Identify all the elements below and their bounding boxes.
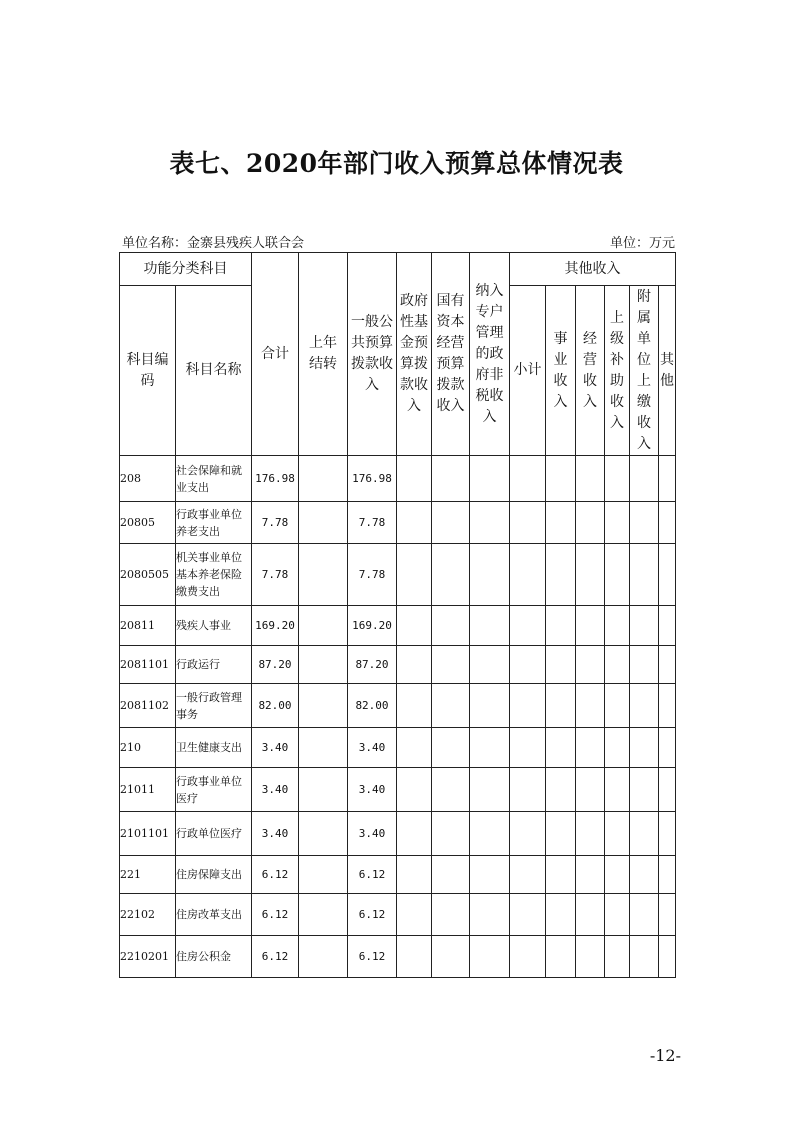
row-general: 6.12 [348,894,397,936]
budget-table [119,252,676,978]
table-row [120,646,676,684]
row-name: 行政单位医疗 [176,812,252,856]
row-name: 住房保障支出 [176,856,252,894]
table-row [120,684,676,728]
table-row [120,936,676,978]
row-total: 6.12 [252,936,299,978]
row-code: 20805 [120,502,176,544]
header-state-capital: 国有资本经营预算拨款收入 [432,253,470,456]
header-business: 事业收入 [546,286,576,456]
row-total: 7.78 [252,544,299,606]
row-code: 22102 [120,894,176,936]
row-code: 210 [120,728,176,768]
row-name: 一般行政管理事务 [176,684,252,728]
row-code: 2081101 [120,646,176,684]
unit-name-label: 单位名称：金寨县残疾人联合会 [122,236,305,251]
row-total: 169.20 [252,606,299,646]
row-general: 3.40 [348,728,397,768]
currency-unit-label: 单位：万元 [609,236,675,251]
row-code: 2081102 [120,684,176,728]
row-total: 6.12 [252,894,299,936]
row-total: 82.00 [252,684,299,728]
header-superior: 上级补助收入 [605,286,630,456]
table-row [120,606,676,646]
row-total: 6.12 [252,856,299,894]
row-name: 住房公积金 [176,936,252,978]
row-code: 208 [120,456,176,502]
header-nontax: 纳入专户管理的政府非税收入 [470,253,510,456]
header-general: 一般公共预算拨款收入 [348,253,397,456]
row-name: 住房改革支出 [176,894,252,936]
row-name: 卫生健康支出 [176,728,252,768]
header-func-class: 功能分类科目 [120,253,252,286]
header-code: 科目编码 [120,286,176,456]
row-general: 7.78 [348,502,397,544]
table-body [120,456,676,978]
row-total: 3.40 [252,728,299,768]
row-code: 221 [120,856,176,894]
row-general: 87.20 [348,646,397,684]
page-number: -12- [649,1046,681,1065]
row-general: 169.20 [348,606,397,646]
table-row [120,544,676,606]
row-code: 2101101 [120,812,176,856]
table-row [120,502,676,544]
header-affiliated: 附属单位上缴收入 [630,286,659,456]
row-name: 行政运行 [176,646,252,684]
row-code: 20811 [120,606,176,646]
header-name: 科目名称 [176,286,252,456]
row-name: 社会保障和就业支出 [176,456,252,502]
row-total: 87.20 [252,646,299,684]
row-total: 3.40 [252,768,299,812]
row-general: 176.98 [348,456,397,502]
header-operating: 经营收入 [576,286,605,456]
row-name: 行政事业单位养老支出 [176,502,252,544]
row-name: 残疾人事业 [176,606,252,646]
page-title: 表七、2020年部门收入预算总体情况表 [169,149,624,178]
row-general: 3.40 [348,812,397,856]
row-name: 机关事业单位基本养老保险缴费支出 [176,544,252,606]
table-row [120,812,676,856]
table-row [120,456,676,502]
row-general: 6.12 [348,936,397,978]
table-row [120,856,676,894]
table-row [120,728,676,768]
header-total: 合计 [252,253,299,456]
header-gov-fund: 政府性基金预算拨款收入 [397,253,432,456]
row-code: 21011 [120,768,176,812]
row-code: 2080505 [120,544,176,606]
row-general: 82.00 [348,684,397,728]
header-other-income: 其他收入 [510,253,676,286]
row-total: 7.78 [252,502,299,544]
header-others: 其他 [659,286,676,456]
row-code: 2210201 [120,936,176,978]
header-subtotal: 小计 [510,286,546,456]
row-general: 6.12 [348,856,397,894]
row-total: 176.98 [252,456,299,502]
row-name: 行政事业单位医疗 [176,768,252,812]
header-carryover: 上年结转 [299,253,348,456]
row-total: 3.40 [252,812,299,856]
table-row [120,768,676,812]
row-general: 7.78 [348,544,397,606]
table-row [120,894,676,936]
row-general: 3.40 [348,768,397,812]
